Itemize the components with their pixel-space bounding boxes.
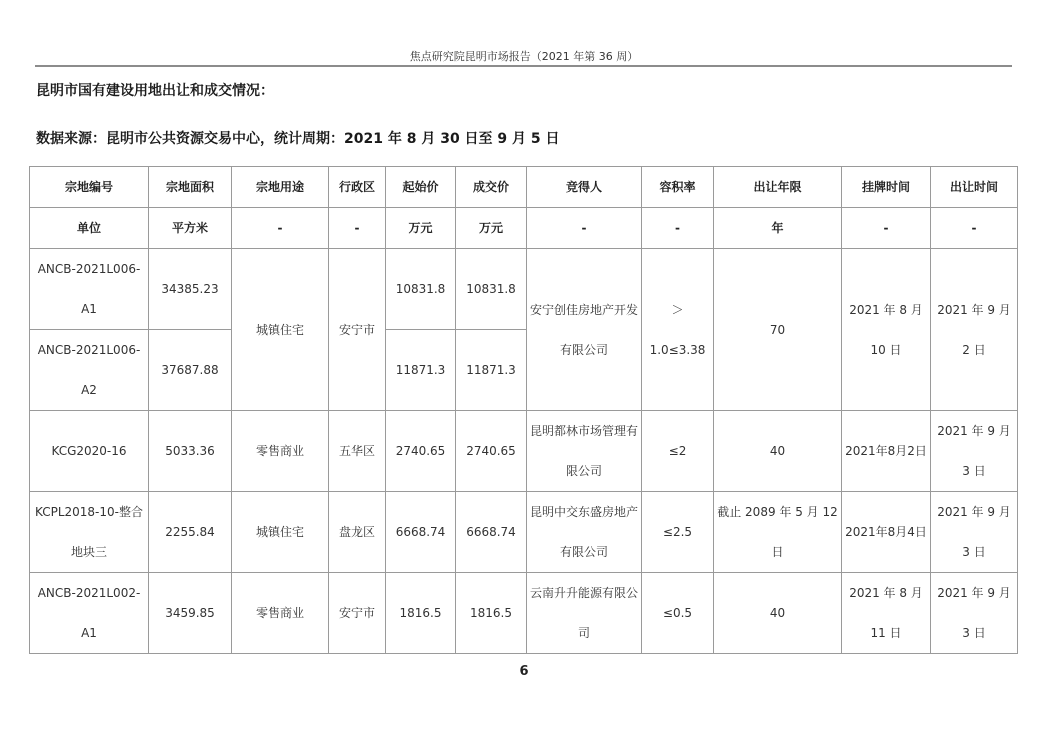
unit-listing-date: -	[842, 208, 931, 249]
transfer-date: 2021 年 9 月 3 日	[931, 573, 1018, 654]
listing-date: 2021年8月4日	[842, 492, 931, 573]
parcel-area: 34385.23	[149, 249, 232, 330]
parcel-area: 2255.84	[149, 492, 232, 573]
parcel-id: ANCB-2021L002-A1	[30, 573, 149, 654]
parcel-use: 零售商业	[232, 411, 329, 492]
header-deal-price: 成交价	[456, 167, 527, 208]
unit-deal-price: 万元	[456, 208, 527, 249]
parcel-use: 城镇住宅	[232, 249, 329, 411]
parcel-id: ANCB-2021L006-A2	[30, 330, 149, 411]
unit-row	[30, 208, 1018, 249]
plot-ratio: ≤2	[642, 411, 714, 492]
term: 70	[714, 249, 842, 411]
header-area: 宗地面积	[149, 167, 232, 208]
unit-label: 单位	[30, 208, 149, 249]
start-price: 11871.3	[386, 330, 456, 411]
running-header: 焦点研究院昆明市场报告（2021 年第 36 周）	[409, 50, 639, 63]
unit-transfer-date: -	[931, 208, 1018, 249]
plot-ratio: ≤0.5	[642, 573, 714, 654]
term: 40	[714, 411, 842, 492]
header-start-price: 起始价	[386, 167, 456, 208]
unit-term: 年	[714, 208, 842, 249]
term: 截止 2089 年 5 月 12 日	[714, 492, 842, 573]
parcel-use: 城镇住宅	[232, 492, 329, 573]
parcel-district: 五华区	[329, 411, 386, 492]
parcel-id: KCG2020-16	[30, 411, 149, 492]
header-transfer-date: 出让时间	[931, 167, 1018, 208]
header-term: 出让年限	[714, 167, 842, 208]
start-price: 10831.8	[386, 249, 456, 330]
header-rule	[35, 65, 1012, 67]
deal-price: 6668.74	[456, 492, 527, 573]
unit-area: 平方米	[149, 208, 232, 249]
header-parcel-id: 宗地编号	[30, 167, 149, 208]
deal-price: 2740.65	[456, 411, 527, 492]
unit-use: -	[232, 208, 329, 249]
unit-plot-ratio: -	[642, 208, 714, 249]
table-row	[30, 492, 1018, 573]
winner: 云南升升能源有限公司	[527, 573, 642, 654]
header-listing-date: 挂牌时间	[842, 167, 931, 208]
header-district: 行政区	[329, 167, 386, 208]
data-source-line: 数据来源：昆明市公共资源交易中心，统计周期：2021 年 8 月 30 日至 9 月 5 日	[36, 131, 560, 147]
land-transaction-table	[29, 166, 1018, 654]
table-row	[30, 249, 1018, 330]
parcel-area: 37687.88	[149, 330, 232, 411]
parcel-id: ANCB-2021L006-A1	[30, 249, 149, 330]
parcel-area: 5033.36	[149, 411, 232, 492]
start-price: 2740.65	[386, 411, 456, 492]
start-price: 6668.74	[386, 492, 456, 573]
transfer-date: 2021 年 9 月 3 日	[931, 492, 1018, 573]
plot-ratio: ≤2.5	[642, 492, 714, 573]
winner: 昆明都林市场管理有限公司	[527, 411, 642, 492]
winner: 安宁创佳房地产开发有限公司	[527, 249, 642, 411]
page-number: 6	[519, 664, 529, 679]
transfer-date: 2021 年 9 月 2 日	[931, 249, 1018, 411]
deal-price: 10831.8	[456, 249, 527, 330]
deal-price: 11871.3	[456, 330, 527, 411]
term: 40	[714, 573, 842, 654]
table-row	[30, 411, 1018, 492]
parcel-district: 盘龙区	[329, 492, 386, 573]
listing-date: 2021年8月2日	[842, 411, 931, 492]
parcel-use: 零售商业	[232, 573, 329, 654]
winner: 昆明中交东盛房地产有限公司	[527, 492, 642, 573]
deal-price: 1816.5	[456, 573, 527, 654]
parcel-area: 3459.85	[149, 573, 232, 654]
parcel-id: KCPL2018-10-整合地块三	[30, 492, 149, 573]
listing-date: 2021 年 8 月 11 日	[842, 573, 931, 654]
parcel-district: 安宁市	[329, 573, 386, 654]
unit-district: -	[329, 208, 386, 249]
unit-start-price: 万元	[386, 208, 456, 249]
header-row	[30, 167, 1018, 208]
table-row	[30, 573, 1018, 654]
start-price: 1816.5	[386, 573, 456, 654]
header-plot-ratio: 容积率	[642, 167, 714, 208]
header-winner: 竞得人	[527, 167, 642, 208]
unit-winner: -	[527, 208, 642, 249]
parcel-district: 安宁市	[329, 249, 386, 411]
listing-date: 2021 年 8 月 10 日	[842, 249, 931, 411]
plot-ratio: ＞1.0≤3.38	[642, 249, 714, 411]
header-use: 宗地用途	[232, 167, 329, 208]
transfer-date: 2021 年 9 月 3 日	[931, 411, 1018, 492]
section-title: 昆明市国有建设用地出让和成交情况：	[36, 83, 274, 99]
